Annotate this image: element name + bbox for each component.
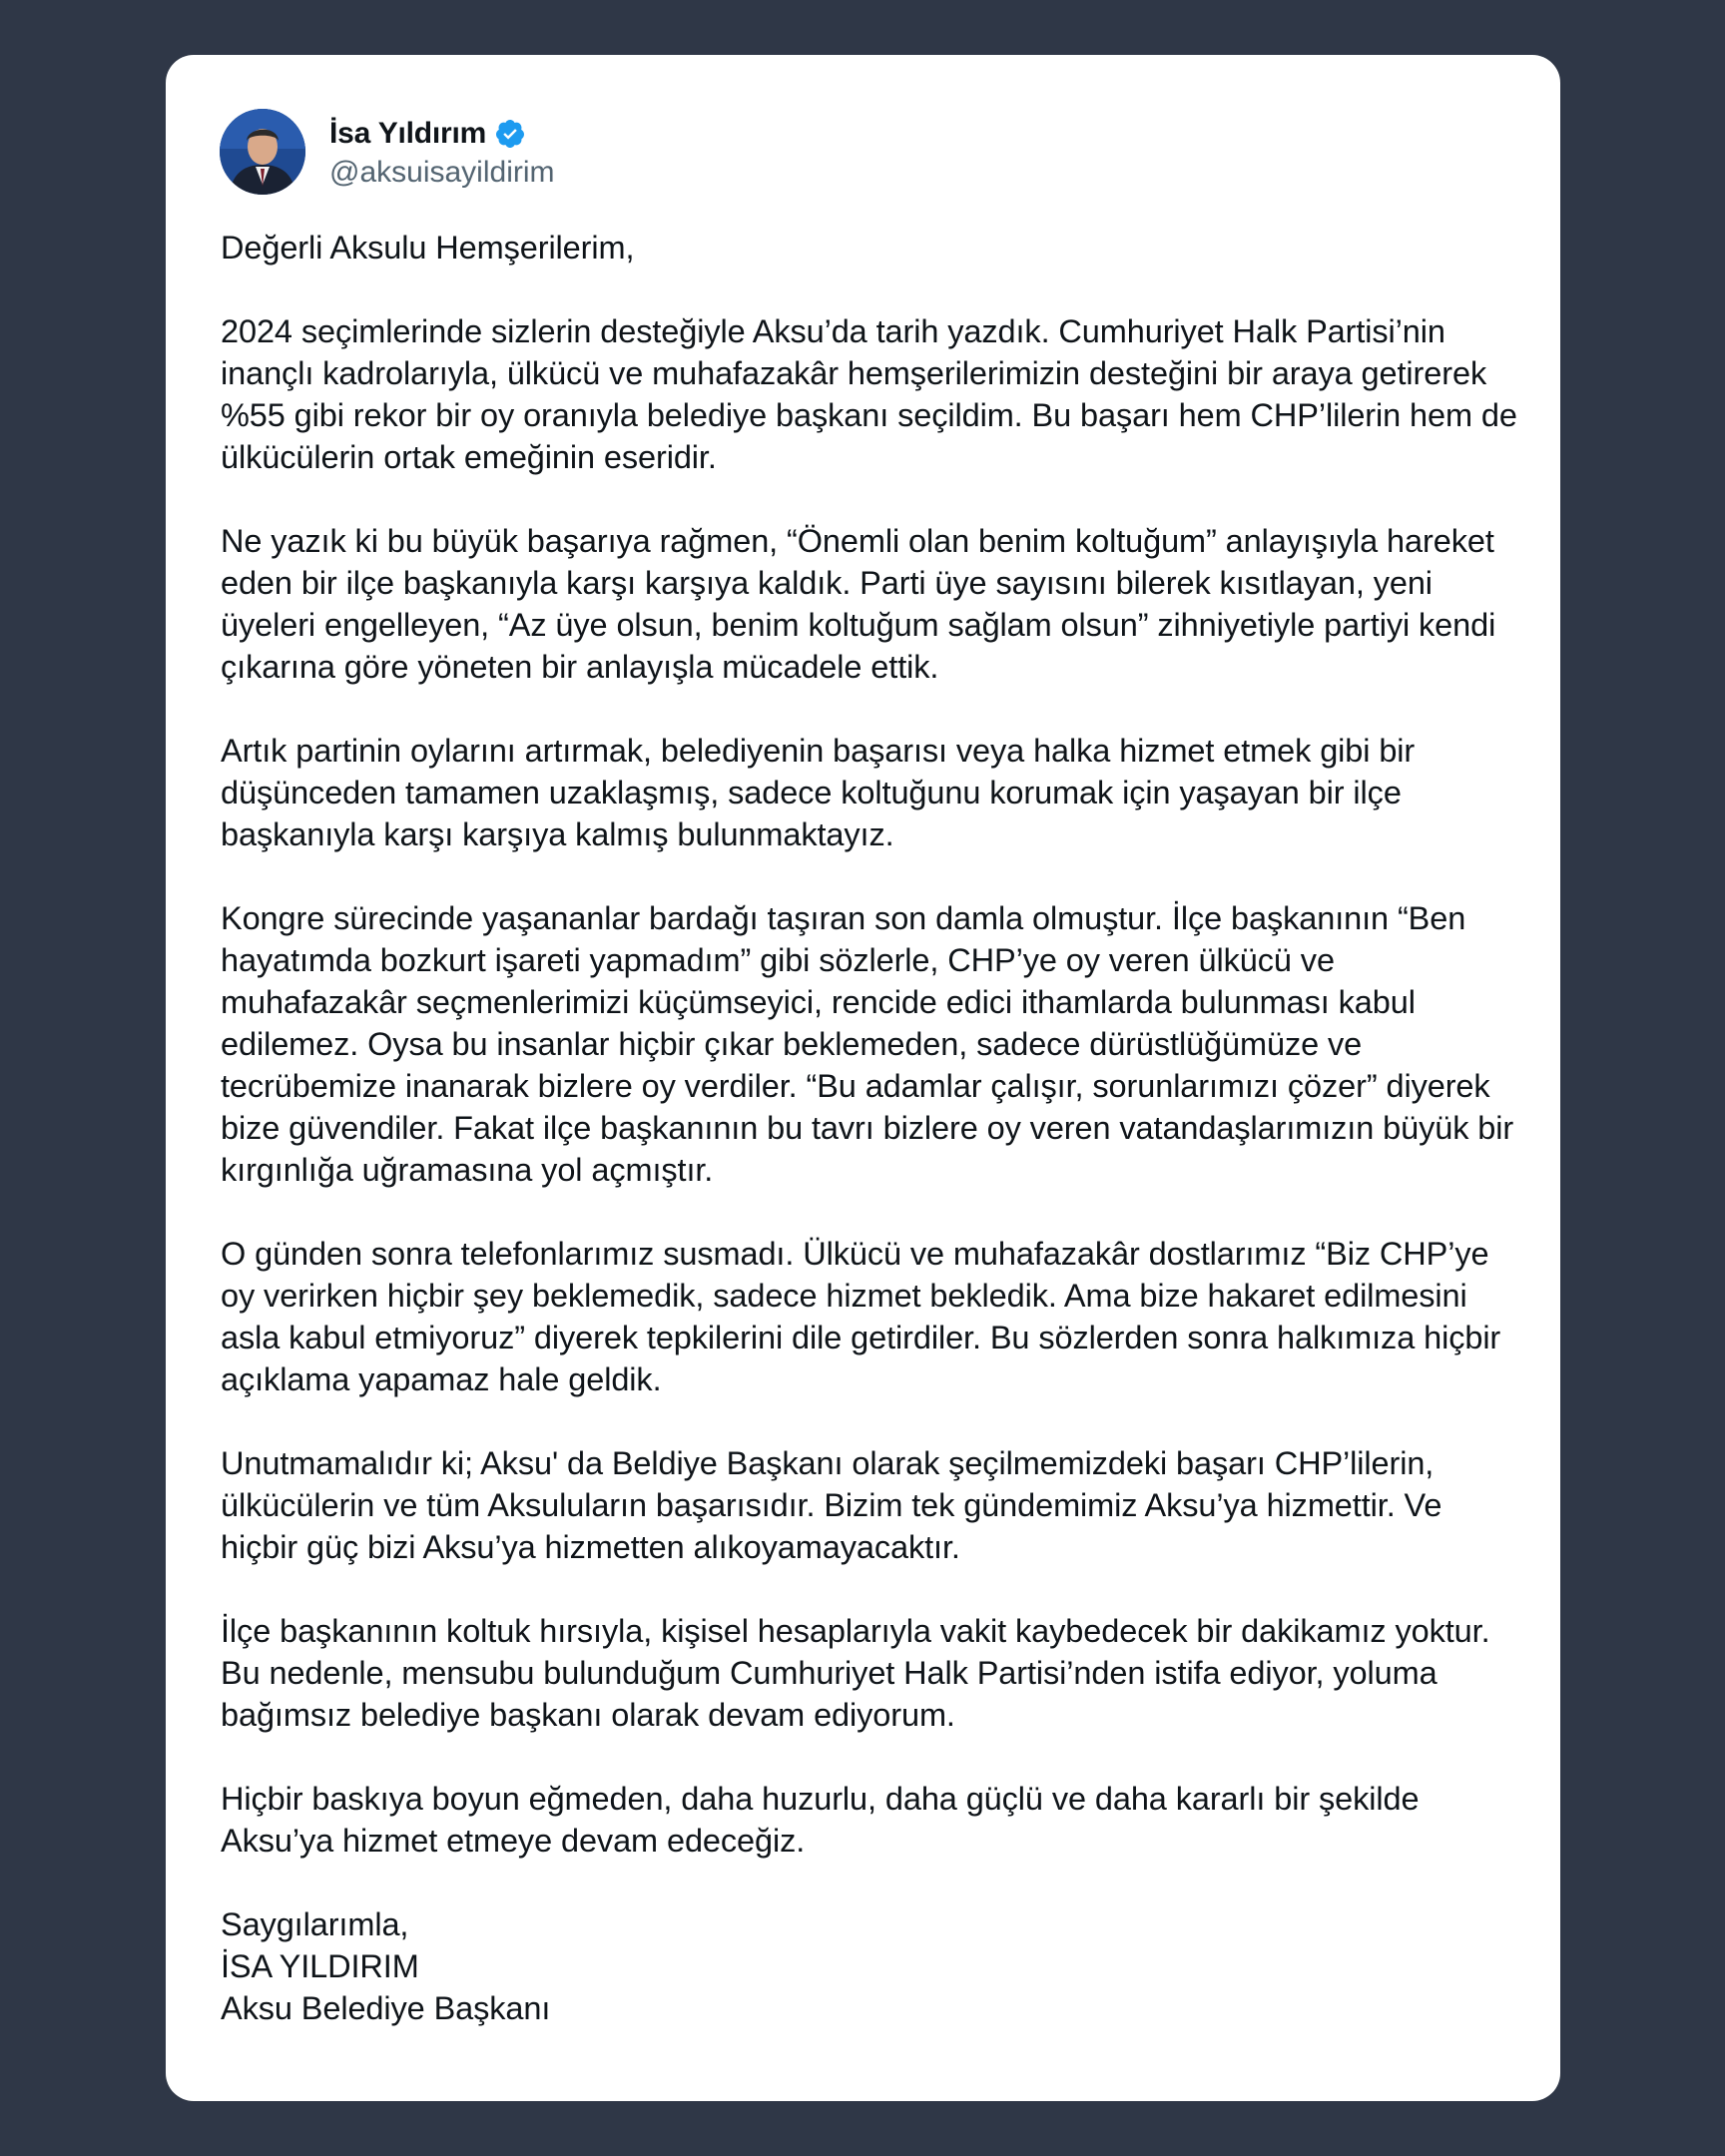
paragraph: Hiçbir baskıya boyun eğmeden, daha huzurlu, daha güçlü ve daha kararlı bir şekilde Aksu’ya hizmet etmeye devam edeceğiz.	[221, 1781, 1427, 1859]
avatar[interactable]	[220, 109, 305, 195]
signature-title: Aksu Belediye Başkanı	[221, 1990, 551, 2026]
paragraph: Unutmamalıdır ki; Aksu' da Beldiye Başkanı olarak şeçilmemizdeki başarı CHP’lilerin, ülkücülerin ve tüm Aksuluların başarısıdır. Bizim tek gündemimiz Aksu’ya hizmettir. Ve hiçbir güç bizi Aksu’ya hizmetten alıkoyamayacaktır.	[221, 1445, 1451, 1565]
signature-block	[221, 1903, 1518, 2029]
post-card	[166, 55, 1560, 2101]
paragraph: O günden sonra telefonlarımız susmadı. Ülkücü ve muhafazakâr dostlarımız “Biz CHP’ye oy verirken hiçbir şey beklemedik, sadece hizmet bekledik. Ama bize hakaret edilmesini asla kabul etmiyoruz” diyerek tepkilerini dile getirdiler. Bu sözlerden sonra halkımıza hiçbir açıklama yapamaz hale geldik.	[221, 1236, 1510, 1397]
paragraph: 2024 seçimlerinde sizlerin desteğiyle Aksu’da tarih yazdık. Cumhuriyet Halk Partisi’nin inançlı kadrolarıyla, ülkücü ve muhafazakâr hemşerilerimizin desteğini bir araya getirerek %55 gibi rekor bir oy oranıyla belediye başkanı seçildim. Bu başarı hem CHP’lilerin hem de ülkücülerin ortak emeğinin eseridir.	[221, 313, 1526, 475]
closing: Saygılarımla,	[221, 1906, 409, 1942]
author-name[interactable]: İsa Yıldırım	[329, 117, 487, 150]
paragraph: İlçe başkanının koltuk hırsıyla, kişisel hesaplarıyla vakit kaybedecek bir dakikamız yoktur. Bu nedenle, mensubu bulunduğum Cumhuriyet Halk Partisi’nden istifa ediyor, yoluma bağımsız belediye başkanı olarak devam ediyorum.	[221, 1613, 1499, 1733]
author-identity	[329, 114, 555, 190]
paragraph: Artık partinin oylarını artırmak, belediyenin başarısı veya halka hizmet etmek gibi bir düşünceden tamamen uzaklaşmış, sadece koltuğunu korumak için yaşayan bir ilçe başkanıyla karşı karşıya kalmış bulunmaktayız.	[221, 733, 1425, 852]
greeting: Değerli Aksulu Hemşerilerim,	[221, 230, 635, 266]
avatar-portrait-icon	[220, 109, 305, 195]
post-text	[221, 227, 1526, 2029]
author-handle[interactable]: @aksuisayildirim	[329, 156, 555, 189]
paragraph: Kongre sürecinde yaşananlar bardağı taşıran son damla olmuştur. İlçe başkanının “Ben hayatımda bozkurt işareti yapmadım” gibi sözlerle, CHP’ye oy veren ülkücü ve muhafazakâr seçmenlerimizi küçümseyici, rencide edici ithamlarda bulunması kabul edilemez. Oysa bu insanlar hiçbir çıkar beklemeden, sadece dürüstlüğümüze ve tecrübemize inanarak bizlere oy verdiler. “Bu adamlar çalışır, sorunlarımızı çözer” diyerek bize güvendiler. Fakat ilçe başkanının bu tavrı bizlere oy veren vatandaşlarımızın büyük bir kırgınlığa uğramasına yol açmıştır.	[221, 900, 1523, 1188]
verified-badge-icon[interactable]	[494, 118, 526, 150]
paragraph: Ne yazık ki bu büyük başarıya rağmen, “Önemli olan benim koltuğum” anlayışıyla hareket eden bir ilçe başkanıyla karşı karşıya kaldık. Parti üye sayısını bilerek kısıtlayan, yeni üyeleri engelleyen, “Az üye olsun, benim koltuğum sağlam olsun” zihniyetiyle partiyi kendi çıkarına göre yöneten bir anlayışla mücadele ettik.	[221, 523, 1505, 685]
post-header	[220, 109, 555, 195]
author-name-row	[329, 114, 555, 154]
signature-name: İSA YILDIRIM	[221, 1948, 419, 1984]
